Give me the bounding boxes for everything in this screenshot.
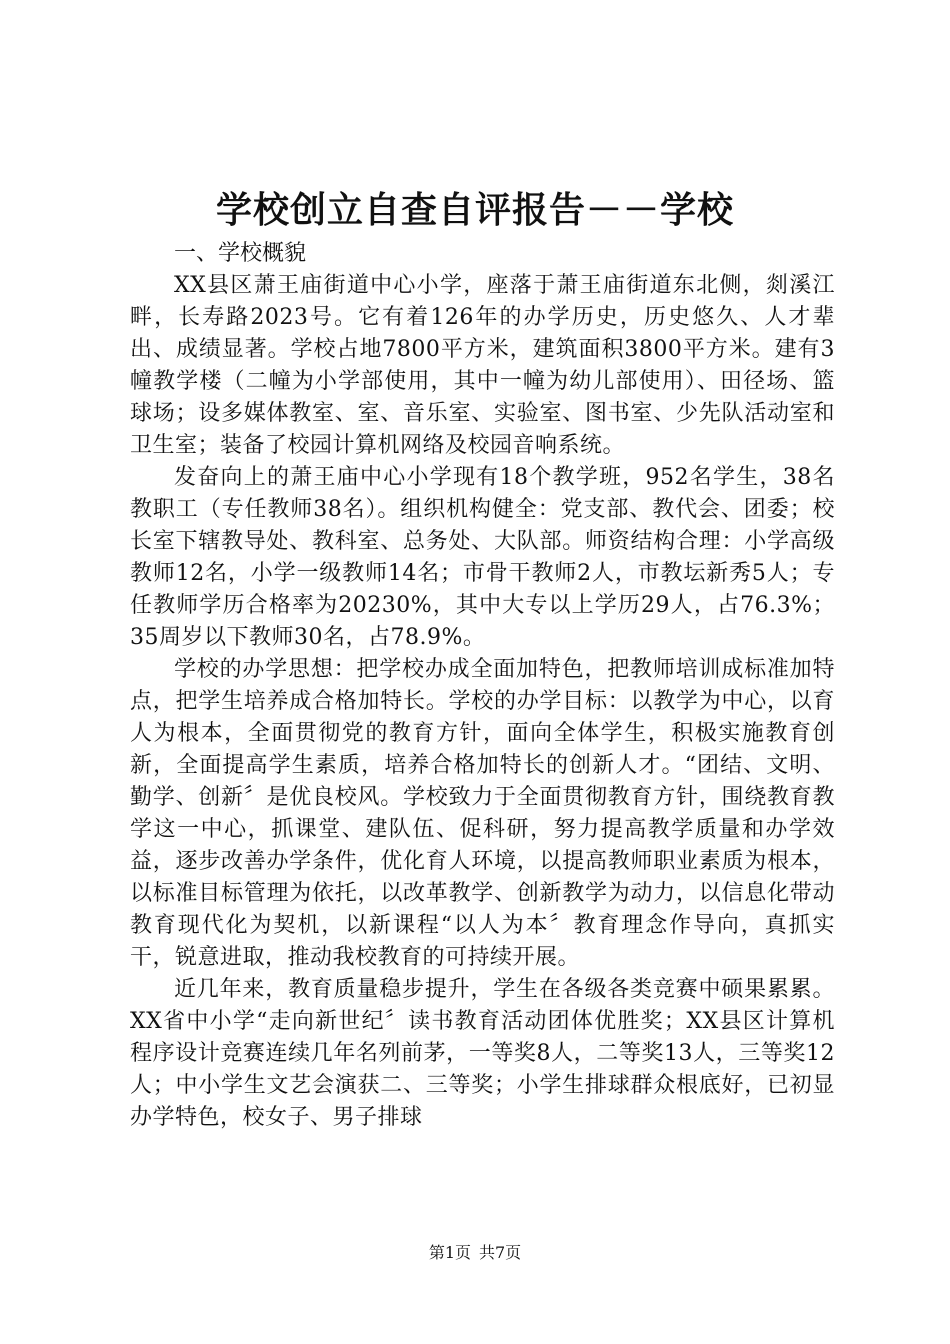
paragraph-overview: XX县区萧王庙街道中心小学，座落于萧王庙街道东北侧，剡溪江畔，长寿路2023号。它有着126年的办学历史，历史悠久、人才辈出、成绩显著。学校占地7800平方米，建筑面积3800平方米。建有3幢教学楼（二幢为小学部使用，其中一幢为幼儿部使用）、田径场、篮球场；设多媒体教室、室、音乐室、实验室、图书室、少先队活动室和卫生室；装备了校园计算机网络及校园音响系统。	[130, 273, 835, 458]
page-footer	[0, 1241, 950, 1265]
section-heading: 一、学校概貌	[174, 241, 307, 266]
page-number: 第1页	[428, 1243, 471, 1262]
paragraph-staff: 发奋向上的萧王庙中心小学现有18个教学班，952名学生，38名教职工（专任教师38名）。组织机构健全：党支部、教代会、团委；校长室下辖教导处、教科室、总务处、大队部。师资结构合理：小学高级教师12名，小学一级教师14名；市骨干教师2人，市教坛新秀5人；专任教师学历合格率为20230%，其中大专以上学历29人，占76.3%；35周岁以下教师30名，占78.9%。	[130, 465, 835, 650]
paragraph-achievements: 近几年来，教育质量稳步提升，学生在各级各类竞赛中硕果累累。XX省中小学“走向新世纪〞读书教育活动团体优胜奖；XX县区计算机程序设计竞赛连续几年名列前茅，一等奖8人，二等奖13人，三等奖12人；中小学生文艺会演获二、三等奖；小学生排球群众根底好，已初显办学特色，校女子、男子排球	[130, 977, 835, 1130]
page-total: 共7页	[479, 1243, 522, 1262]
document-title: 学校创立自查自评报告－－学校	[215, 189, 734, 231]
paragraph-philosophy: 学校的办学思想：把学校办成全面加特色，把教师培训成标准加特点，把学生培养成合格加特长。学校的办学目标：以教学为中心，以育人为根本，全面贯彻党的教育方针，面向全体学生，积极实施教育创新，全面提高学生素质，培养合格加特长的创新人才。“团结、文明、勤学、创新〞是优良校风。学校致力于全面贯彻教育方针，围绕教育教学这一中心，抓课堂、建队伍、促科研，努力提高教学质量和办学效益，逐步改善办学条件，优化育人环境，以提高教师职业素质为根本，以标准目标管理为依托，以改革教学、创新教学为动力，以信息化带动教育现代化为契机，以新课程“以人为本〞教育理念作导向，真抓实干，锐意进取，推动我校教育的可持续开展。	[130, 657, 835, 970]
document-body	[130, 238, 835, 1134]
